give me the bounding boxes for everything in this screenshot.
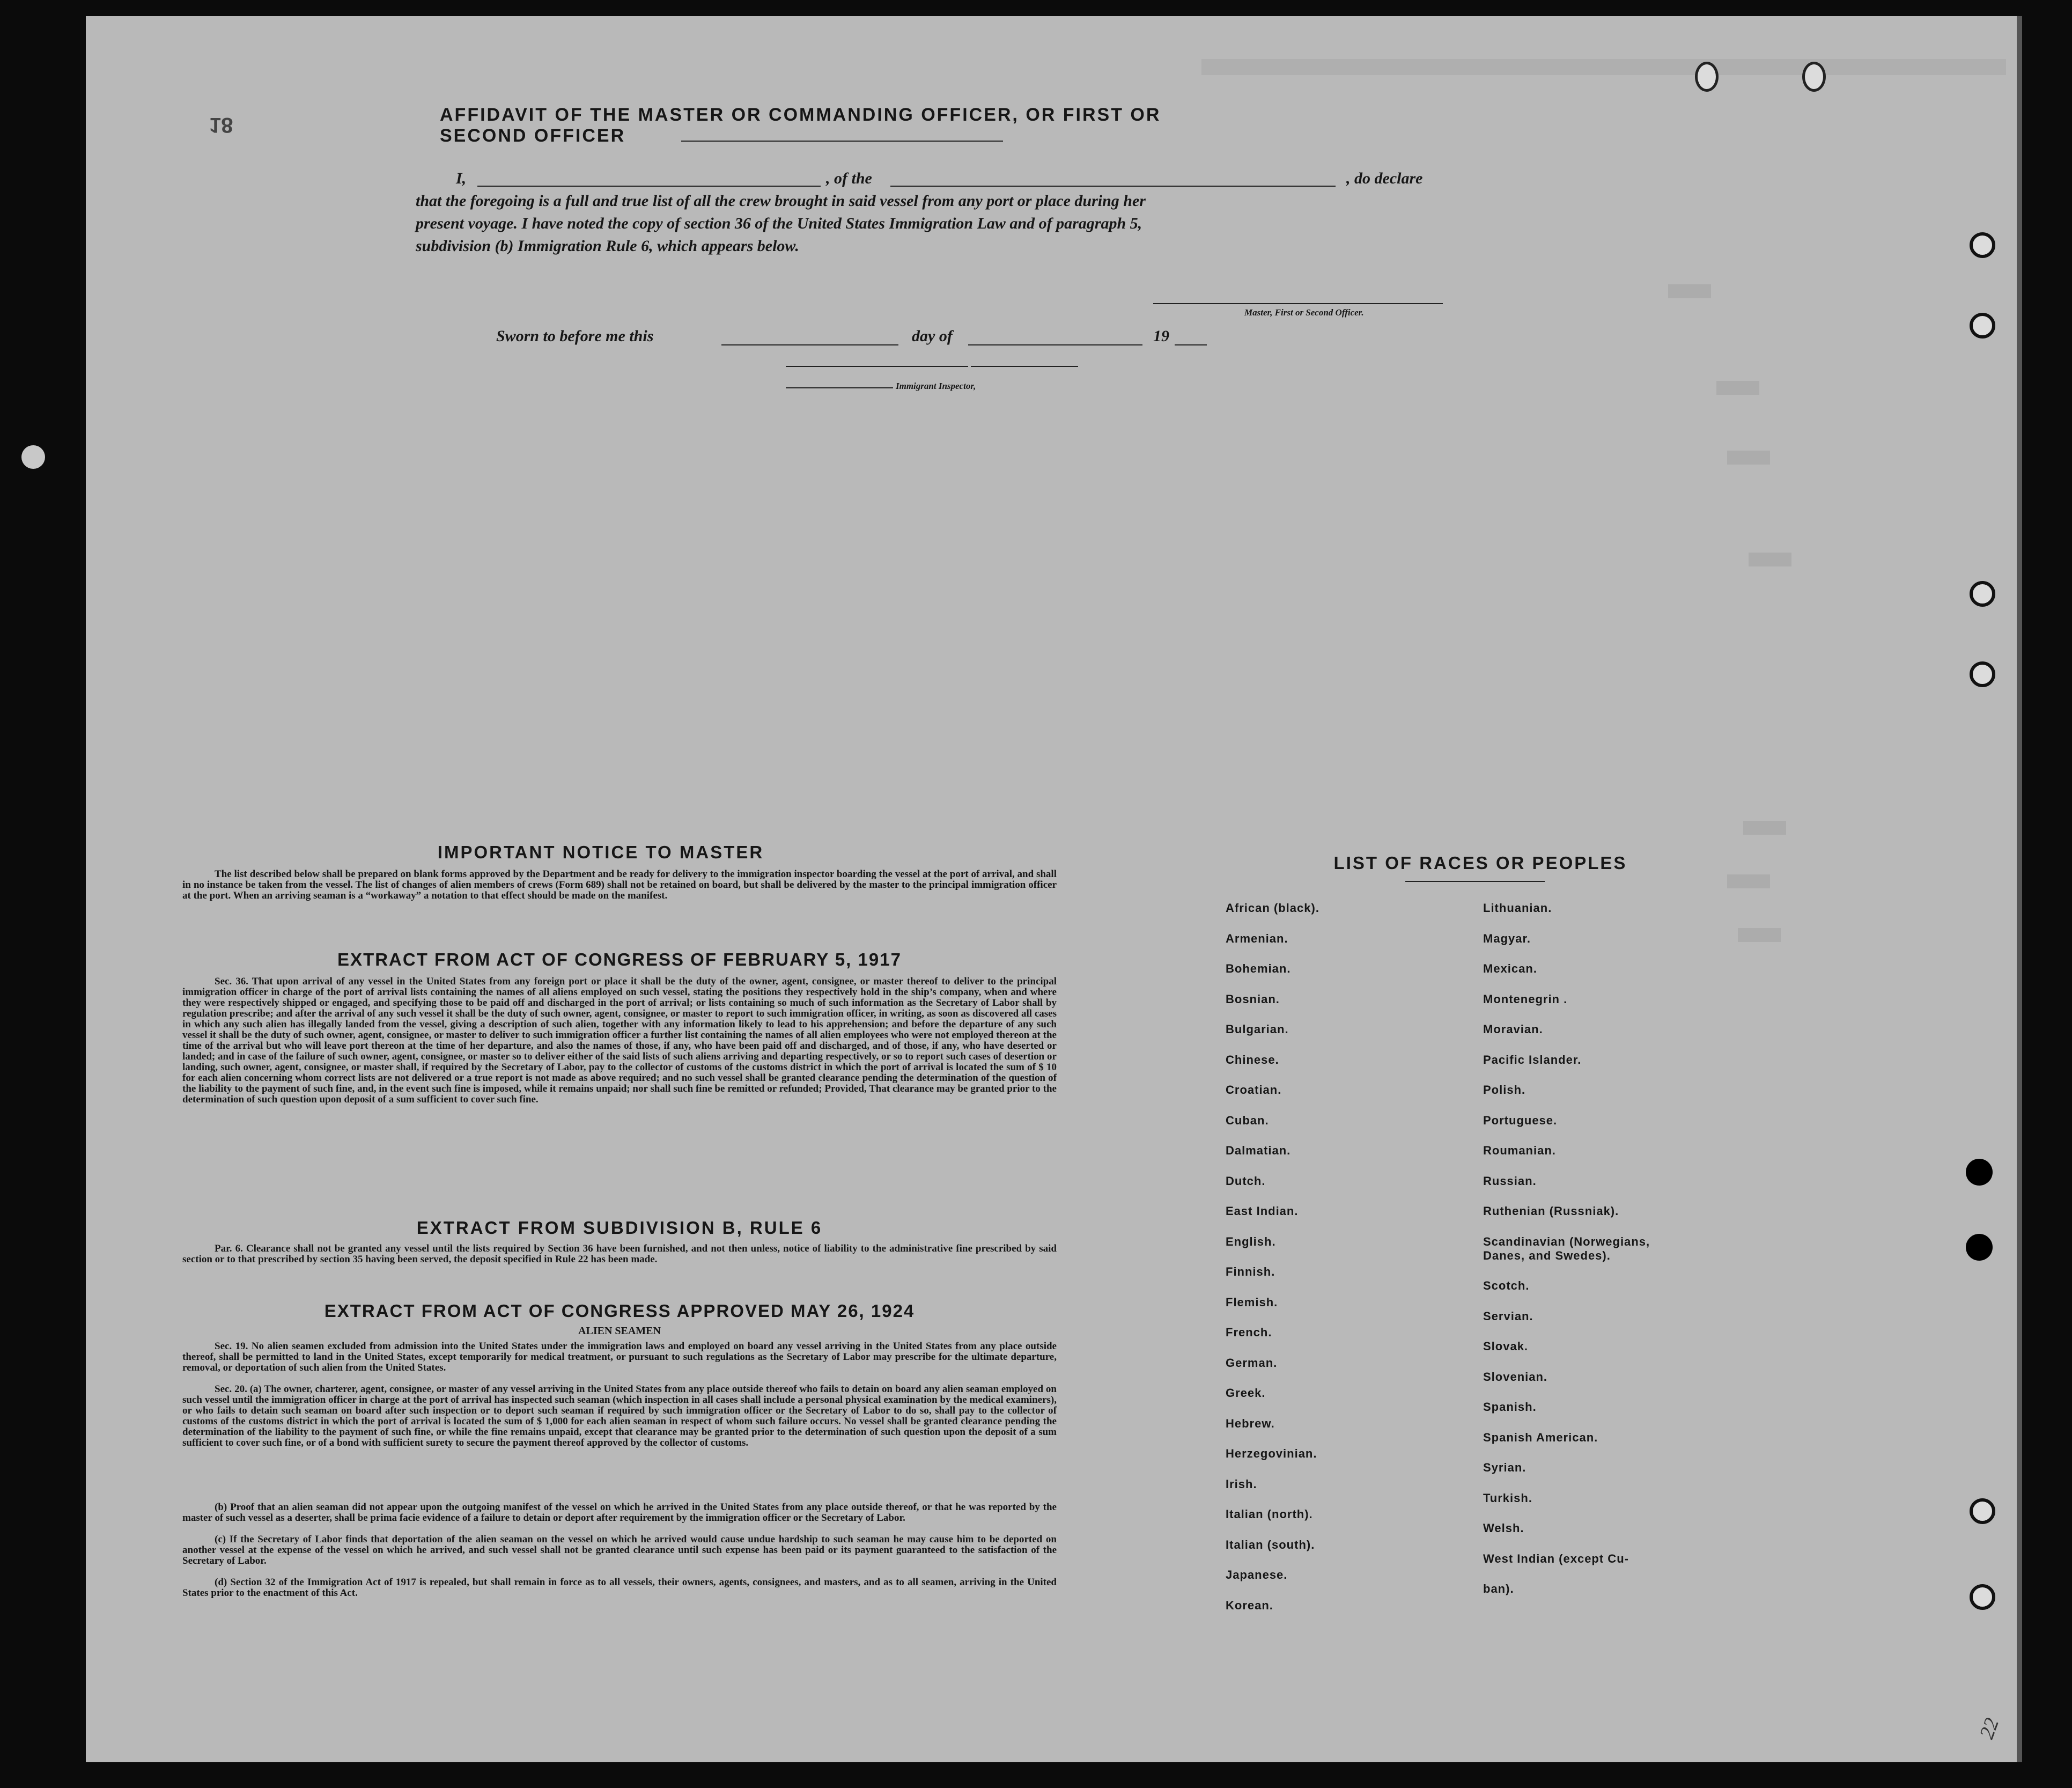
- race-item: Italian (south).: [1226, 1537, 1315, 1551]
- race-item: Scandinavian (Norwegians,: [1483, 1234, 1650, 1248]
- race-item: Bohemian.: [1226, 962, 1291, 975]
- punch-hole: [1966, 1159, 1993, 1186]
- extract-1924-sec20d: (d) Section 32 of the Immigration Act of 1917 is repealed, but shall remain in force as to all vessels, their owners, agents, consignees, and masters, and as to all seamen, arriving in the United States prior to the enactment of this Act.: [182, 1577, 1057, 1599]
- race-item: Flemish.: [1226, 1295, 1278, 1309]
- race-item: German.: [1226, 1356, 1278, 1370]
- race-item: East Indian.: [1226, 1204, 1299, 1218]
- extract-1924-sec19: Sec. 19. No alien seamen excluded from admission into the United States under the immigration laws and employed on board any vessel arriving in the United States from any place outside thereof, shall be permitted to land in the United States, except temporarily for medical treatment, or pursuant to such regulations as the Secretary of Labor may prescribe for the ultimate departure, removal, or deportation of such alien from the United States.: [182, 1341, 1057, 1373]
- race-item: Dalmatian.: [1226, 1144, 1291, 1157]
- race-item: West Indian (except Cu-: [1483, 1551, 1629, 1565]
- race-item: Irish.: [1226, 1477, 1257, 1491]
- race-item: Pacific Islander.: [1483, 1053, 1582, 1066]
- races-title: LIST OF RACES OR PEOPLES: [1333, 853, 1627, 873]
- race-item: Slovenian.: [1483, 1370, 1548, 1384]
- vessel-name-blank[interactable]: [890, 186, 1336, 187]
- extract-1917-body: Sec. 36. That upon arrival of any vessel in the United States from any foreign port or place it shall be the duty of the owner, agent, consignee, or master thereof to deliver to the principal immigration officer in charge of the port of arrival lists containing the names of all aliens employed on such vessel, stating the positions they respectively hold in the ship’s company, when and where they were respectively shipped or engaged, and specifying those to be paid off and discharged in the port of arrival; or lists containing so much of such information as the Secretary of Labor shall by regulation prescribe; and after the arrival of any such vessel it shall be the duty of such owner, agent, consignee, or master to report to such immigration officer, in writing, as soon as discovered all cases in which any such alien has illegally landed from the vessel, giving a description of such alien, together with any information likely to lead to his apprehension; and before the departure of any such vessel it shall be the duty of such owner, agent, consignee, or master to deliver to such immigration officer a further list containing the names of all alien employees who were not employed thereon at the time of the arrival but who will leave port thereon at the time of her departure, and also the names of those, if any, who have been paid off and discharged, and of those, if any, who have deserted or landed; and in case of the failure of such owner, agent, consignee, or master so to deliver either of the said lists of such aliens arriving and departing respectively, or so to report such cases of desertion or landing, such owner, agent, consignee, or master shall, if required by the Secretary of Labor, pay to the collector of customs of the customs district in which the port of arrival is located the sum of $ 10 for each alien concerning whom correct lists are not delivered or a true report is not made as above required; and no such vessel shall be granted clearance pending the determination of the question of the liability to the payment of such fine, and, in the event such fine is imposed, while it remains unpaid; nor shall such fine be remitted or refunded; Provided, That clearance may be granted prior to the determination of such question upon deposit of a sum sufficient to cover such fine.: [182, 976, 1057, 1105]
- punch-hole: [1970, 1498, 1995, 1524]
- race-item: Bulgarian.: [1226, 1022, 1289, 1036]
- race-item: Mexican.: [1483, 962, 1537, 975]
- race-item: Greek.: [1226, 1386, 1266, 1400]
- race-item: Polish.: [1483, 1083, 1526, 1097]
- race-item: Servian.: [1483, 1309, 1533, 1323]
- race-item: African (black).: [1226, 901, 1319, 915]
- punch-hole: [1966, 1234, 1993, 1261]
- race-item: Italian (north).: [1226, 1507, 1313, 1521]
- punch-hole: [1970, 232, 1995, 258]
- race-item: Armenian.: [1226, 931, 1288, 945]
- punch-hole: [1695, 62, 1719, 92]
- race-item: Dutch.: [1226, 1174, 1266, 1188]
- race-item: Chinese.: [1226, 1053, 1279, 1066]
- inspector-signature-line-a[interactable]: [786, 366, 968, 367]
- document-sheet: [86, 16, 2022, 1762]
- races-title-underline: [1405, 881, 1545, 882]
- race-item: Portuguese.: [1483, 1113, 1558, 1127]
- punch-hole: [1970, 581, 1995, 607]
- page-number: 18: [209, 113, 233, 137]
- affidavit-title-underline: [681, 141, 1003, 142]
- sworn-year-blank[interactable]: [1175, 344, 1207, 345]
- race-item: Danes, and Swedes).: [1483, 1248, 1611, 1262]
- master-signature-caption: Master, First or Second Officer.: [1244, 307, 1364, 318]
- race-item: Herzegovinian.: [1226, 1447, 1317, 1460]
- punch-hole: [1802, 62, 1826, 92]
- master-name-blank[interactable]: [477, 186, 821, 187]
- affidavit-line-4: subdivision (b) Immigration Rule 6, which appears below.: [416, 237, 799, 255]
- race-item: Welsh.: [1483, 1521, 1524, 1535]
- extract-rule6-body: Par. 6. Clearance shall not be granted any vessel until the lists required by Section 36 have been furnished, and not then unless, notice of liability to the administrative fine prescribed by said section or to that prescribed by section 35 having been served, the deposit specified in Rule 22 has been made.: [182, 1243, 1057, 1265]
- extract-1924-sec20b: (b) Proof that an alien seaman did not appear upon the outgoing manifest of the vessel on which he arrived in the United States from any place outside thereof, or that he was reported by the master of such vessel as a deserter, shall be prima facie evidence of a failure to detain or deport after requirement by the immigration officer or the Secretary of Labor.: [182, 1502, 1057, 1524]
- inspector-caption-line: [786, 387, 893, 388]
- affidavit-title: AFFIDAVIT OF THE MASTER OR COMMANDING OFFICER, OR FIRST OR SECOND OFFICER: [440, 105, 1161, 146]
- sworn-prefix: Sworn to before me this: [496, 327, 654, 345]
- race-item: ban).: [1483, 1582, 1514, 1595]
- race-item: Turkish.: [1483, 1491, 1532, 1505]
- race-item: Slovak.: [1483, 1340, 1529, 1353]
- inspector-signature-line-b[interactable]: [971, 366, 1078, 367]
- race-item: Cuban.: [1226, 1113, 1269, 1127]
- punch-hole: [1970, 661, 1995, 687]
- sworn-line: [496, 327, 1301, 349]
- affidavit-declare: , do declare: [1346, 170, 1423, 187]
- notice-title: IMPORTANT NOTICE TO MASTER: [437, 842, 764, 862]
- sworn-day-of: day of: [912, 327, 953, 345]
- race-item: Finnish.: [1226, 1265, 1275, 1278]
- affidavit-i: I,: [456, 170, 467, 187]
- race-item: Bosnian.: [1226, 992, 1280, 1006]
- race-item: Croatian.: [1226, 1083, 1282, 1097]
- punch-hole: [1970, 1584, 1995, 1610]
- race-item: French.: [1226, 1326, 1272, 1339]
- race-item: Magyar.: [1483, 931, 1531, 945]
- race-item: Spanish.: [1483, 1400, 1537, 1414]
- extract-1924-sec20c: (c) If the Secretary of Labor finds that deportation of the alien seaman on the vessel on which he arrived would cause undue hardship to such seaman he may cause him to be deported on another vessel at the expense of the vessel on which he arrived, and such vessel shall not be granted clearance until such expense has been paid or its payment guaranteed to the satisfaction of the Secretary of Labor.: [182, 1534, 1057, 1566]
- film-hole-left: [21, 445, 45, 469]
- race-item: Montenegrin .: [1483, 992, 1568, 1006]
- sworn-day-blank[interactable]: [721, 344, 898, 345]
- extract-1924-sec20a: Sec. 20. (a) The owner, charterer, agent, consignee, or master of any vessel arriving in the United States from any place outside thereof who fails to detain on board any alien seaman employed on such vessel until the immigration officer in charge at the port of arrival has inspected such seaman (which inspection in all cases shall include a personal physical examination by the medical examiners), or who fails to detain such seaman on board after such inspection or to deport such seaman if required by such immigration officer or the Secretary of Labor to do so, shall pay to the collector of customs of the customs district in which the port of arrival is located the sum of $ 1,000 for each alien seaman in respect of whom such failure occurs. No vessel shall be granted clearance pending the determination of the liability to the payment of such fine, or while the fine remains unpaid, except that clearance may be granted prior to the determination of such question upon the deposit of a sum sufficient to cover such fine, or of a bond with sufficient surety to secure the payment thereof approved by the collector of customs.: [182, 1384, 1057, 1448]
- notice-body: The list described below shall be prepared on blank forms approved by the Department and be ready for delivery to the immigration inspector boarding the vessel at the port of arrival, and shall in no instance be taken from the vessel. The list of changes of alien members of crews (Form 689) shall not be retained on board, but shall be delivered by the master to the principal immigration officer at the port. When an arriving seaman is a “workaway” a notation to that effect should be made on the manifest.: [182, 869, 1057, 901]
- race-item: Japanese.: [1226, 1568, 1288, 1581]
- race-item: Syrian.: [1483, 1461, 1527, 1474]
- extract-1924-subtitle: ALIEN SEAMEN: [578, 1325, 661, 1337]
- race-item: Roumanian.: [1483, 1144, 1556, 1157]
- race-item: Ruthenian (Russniak).: [1483, 1204, 1619, 1218]
- race-item: English.: [1226, 1234, 1276, 1248]
- extract-rule6-title: EXTRACT FROM SUBDIVISION B, RULE 6: [416, 1218, 823, 1238]
- race-item: Scotch.: [1483, 1279, 1530, 1292]
- affidavit-line-1: [456, 170, 1507, 191]
- extract-1924-title: EXTRACT FROM ACT OF CONGRESS APPROVED MAY 26, 1924: [324, 1301, 915, 1321]
- race-item: Lithuanian.: [1483, 901, 1552, 915]
- film-border-left: [0, 0, 86, 1788]
- affidavit-of-the: , of the: [826, 170, 872, 187]
- affidavit-line-3: present voyage. I have noted the copy of section 36 of the United States Immigration Law and of paragraph 5,: [416, 215, 1142, 232]
- margin-note: 22: [1975, 1715, 2004, 1742]
- race-item: Moravian.: [1483, 1022, 1543, 1036]
- race-item: Spanish American.: [1483, 1430, 1598, 1444]
- right-edge-shadow: [2017, 16, 2022, 1762]
- affidavit-line-2: that the foregoing is a full and true list of all the crew brought in said vessel from any port or place during her: [416, 192, 1146, 210]
- sworn-year-prefix: 19: [1153, 327, 1169, 345]
- master-signature-line[interactable]: [1153, 303, 1443, 304]
- race-item: Hebrew.: [1226, 1416, 1275, 1430]
- extract-1917-title: EXTRACT FROM ACT OF CONGRESS OF FEBRUARY 5, 1917: [337, 950, 902, 969]
- punch-hole: [1970, 313, 1995, 339]
- inspector-caption: Immigrant Inspector,: [896, 381, 976, 391]
- sworn-month-blank[interactable]: [968, 344, 1142, 345]
- race-item: Russian.: [1483, 1174, 1537, 1188]
- race-item: Korean.: [1226, 1598, 1273, 1612]
